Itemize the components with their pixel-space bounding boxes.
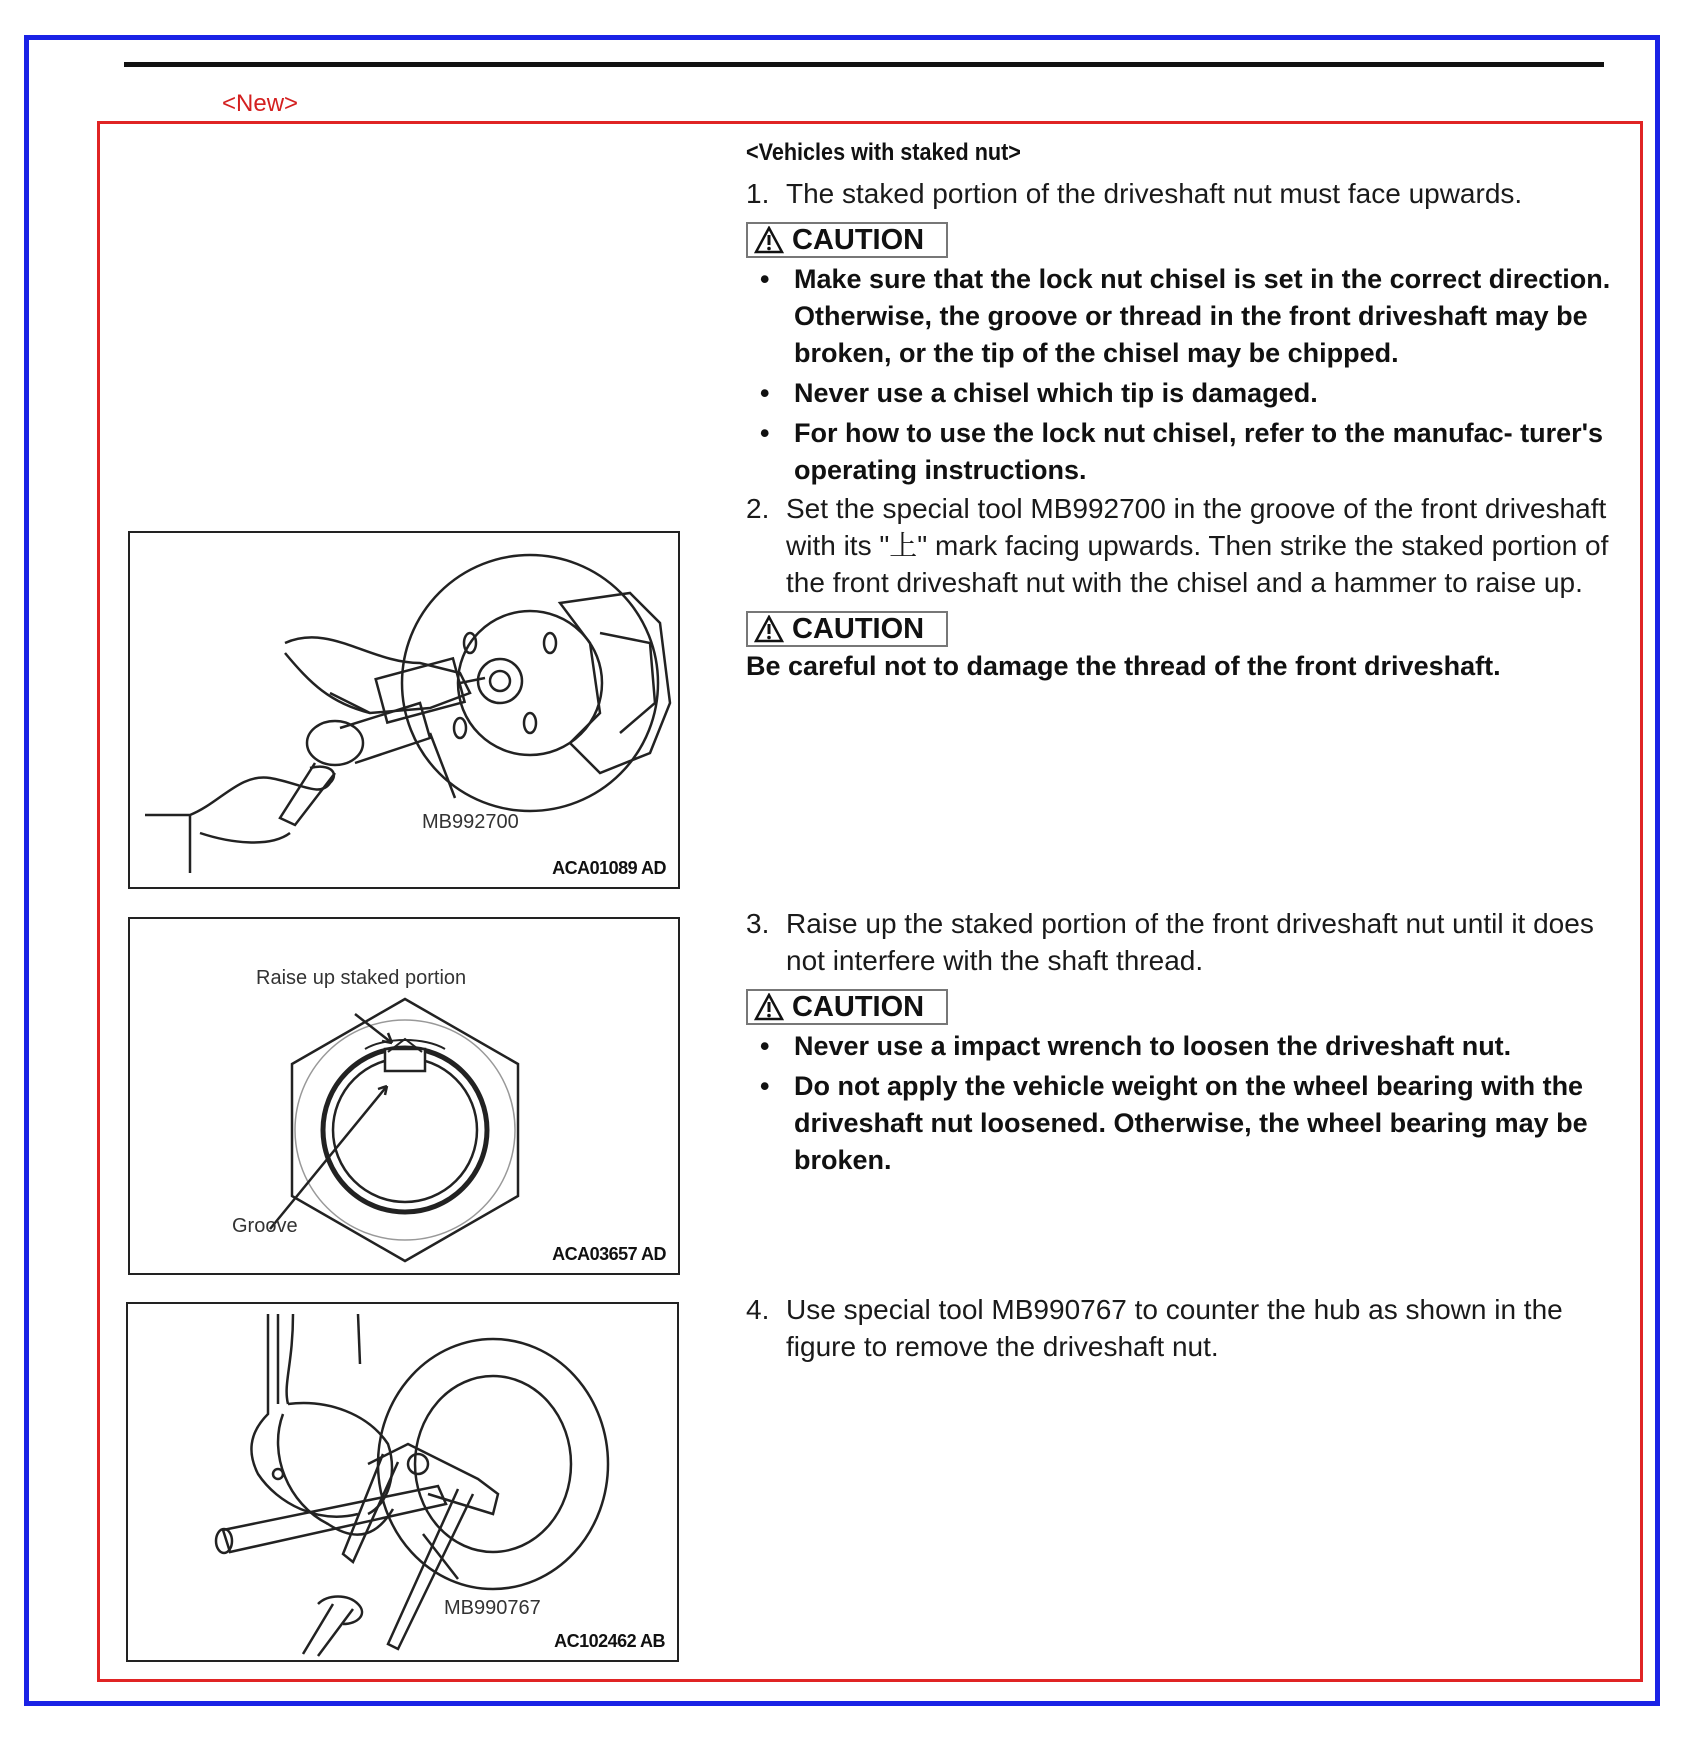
step-number: 2. xyxy=(746,493,770,524)
figure-code: ACA01089 AD xyxy=(552,858,666,878)
chisel-hammer-illustration xyxy=(130,533,680,889)
top-rule xyxy=(124,62,1604,67)
caution-item: • Never use a chisel which tip is damaged. xyxy=(746,375,1616,412)
procedure-block-3 xyxy=(746,905,1616,1182)
step-number: 4. xyxy=(746,1294,770,1325)
warning-triangle-icon xyxy=(754,615,784,643)
figure-code: AC102462 AB xyxy=(554,1631,665,1651)
tool-label-mb990767: MB990767 xyxy=(444,1597,541,1619)
caution-item: • Never use a impact wrench to loosen the driveshaft nut. xyxy=(746,1028,1616,1065)
step-text: Raise up the staked portion of the front driveshaft nut until it does not interfere with the shaft thread. xyxy=(786,908,1594,976)
step-1 xyxy=(746,175,1616,212)
step-2 xyxy=(746,490,1616,601)
warning-triangle-icon xyxy=(754,993,784,1021)
caution-item: • Make sure that the lock nut chisel is set in the correct direction. Otherwise, the groove or thread in the front driveshaft may be broken, or the tip of the chisel may be chipped. xyxy=(746,261,1616,372)
hub-counter-illustration xyxy=(128,1304,679,1662)
step-text: Use special tool MB990767 to counter the hub as shown in the figure to remove the driveshaft nut. xyxy=(786,1294,1563,1362)
label-raise-up: Raise up staked portion xyxy=(256,967,467,989)
warning-triangle-icon xyxy=(754,226,784,254)
figure-hub-counter xyxy=(126,1302,679,1662)
caution-list xyxy=(746,261,1616,489)
step-number: 1. xyxy=(746,178,770,209)
figure-code: ACA03657 AD xyxy=(552,1244,666,1264)
figure-chisel-hammer xyxy=(128,531,680,889)
caution-label: CAUTION xyxy=(792,990,925,1023)
step-text: The staked portion of the driveshaft nut must face upwards. xyxy=(786,178,1523,209)
caution-item: • For how to use the lock nut chisel, refer to the manufac- turer's operating instructions. xyxy=(746,415,1616,489)
caution-box xyxy=(746,989,948,1025)
caution-box xyxy=(746,611,948,647)
procedure-block-1 xyxy=(746,139,1616,685)
tool-label-mb992700: MB992700 xyxy=(422,811,519,833)
step-number: 3. xyxy=(746,908,770,939)
label-groove: Groove xyxy=(232,1215,298,1237)
caution-text: Be careful not to damage the thread of the front driveshaft. xyxy=(746,651,1501,681)
section-heading: <Vehicles with staked nut> xyxy=(746,139,1021,166)
step-text: Set the special tool MB992700 in the groove of the front driveshaft with its "上" mark facing upwards. Then strike the staked portion of the front driveshaft nut with the chisel and a hammer to raise up. xyxy=(786,493,1609,598)
caution-label: CAUTION xyxy=(792,223,925,256)
step-4 xyxy=(746,1291,1616,1365)
step-3 xyxy=(746,905,1616,979)
procedure-block-4 xyxy=(746,1291,1616,1365)
caution-list xyxy=(746,1028,1616,1179)
figure-staked-nut xyxy=(128,917,680,1275)
caution-item: • Do not apply the vehicle weight on the wheel bearing with the driveshaft nut loosened. Otherwise, the wheel bearing may be broken. xyxy=(746,1068,1616,1179)
caution-label: CAUTION xyxy=(792,612,925,645)
caution-box xyxy=(746,222,948,258)
new-tag: <New> xyxy=(222,90,299,117)
